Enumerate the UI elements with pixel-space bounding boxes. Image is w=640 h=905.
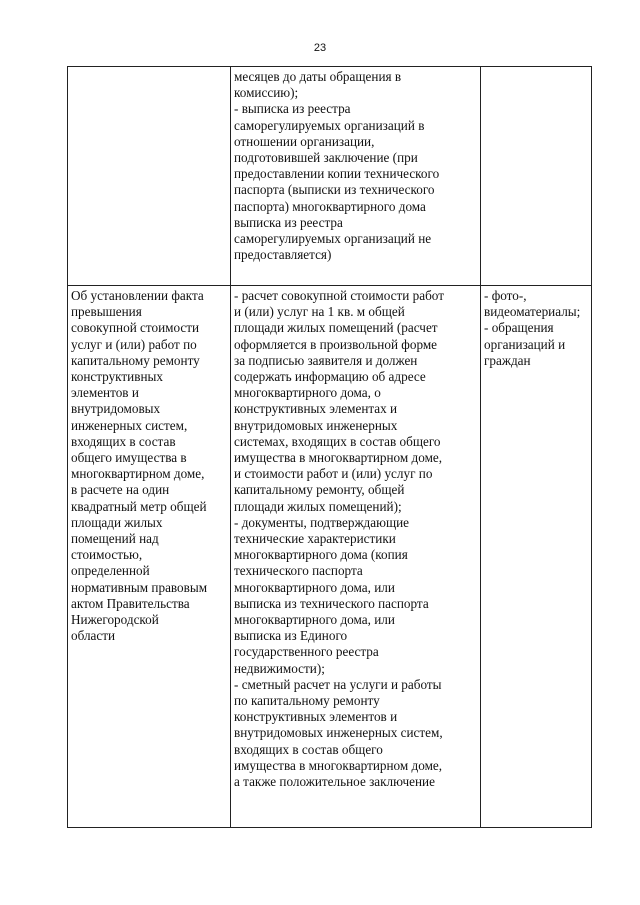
row1-col1-cell [68,67,231,286]
text-line: технического паспорта [234,563,363,579]
text-line: помещений над [71,531,159,547]
text-line: отношении организации, [234,133,375,149]
text-line: многоквартирного дома, или [234,612,395,628]
text-line: саморегулируемых организаций не [234,231,432,247]
row1-col2-cell [231,67,481,286]
text-line: в расчете на один [71,482,170,498]
text-line: саморегулируемых организаций в [234,117,425,133]
text-line: входящих в состав общего [234,741,383,757]
text-line: площади жилых помещений (расчет [234,320,438,336]
text-line: совокупной стоимости [71,320,200,336]
table-row [68,286,592,828]
text-line: системах, входящих в состав общего [234,433,441,449]
text-line: - документы, подтверждающие [234,514,410,530]
text-line: конструктивных [71,369,163,385]
row1-col3-cell [481,67,592,286]
text-line: комиссию); [234,85,299,101]
row2-col3-cell [481,286,592,828]
text-line: входящих в состав [71,433,176,449]
text-line: организаций и [484,336,566,352]
text-line: актом Правительства [71,595,190,611]
text-line: имущества в многоквартирном доме, [234,757,443,773]
text-line: конструктивных элементах и [234,401,398,417]
text-line: площади жилых [71,514,163,530]
text-line: нормативным правовым [71,579,208,595]
text-line: по капитальному ремонту [234,693,380,709]
text-line: а также положительное заключение [234,774,435,790]
text-line: области [71,628,116,644]
text-line: и (или) услуг на 1 кв. м общей [234,304,405,320]
text-line: услуг и (или) работ по [71,336,197,352]
text-line: граждан [484,352,531,368]
text-line: площади жилых помещений); [234,498,402,514]
text-line: недвижимости); [234,660,325,676]
text-line: многоквартирном доме, [71,466,205,482]
text-line: паспорта) многоквартирного дома [234,198,426,214]
text-line: элементов и [71,385,139,401]
row2-col2-cell [231,286,481,828]
text-line: квадратный метр общей [71,498,207,514]
text-line: выписка из реестра [234,214,343,230]
text-line: выписка из технического паспорта [234,595,429,611]
text-line: предоставлении копии технического [234,166,440,182]
text-line: паспорта (выписки из технического [234,182,435,198]
text-line: - сметный расчет на услуги и работы [234,676,442,692]
text-line: определенной [71,563,150,579]
text-line: капитальному ремонту, общей [234,482,405,498]
text-line: за подписью заявителя и должен [234,352,418,368]
text-line: - обращения [484,320,554,336]
text-line: месяцев до даты обращения в [234,69,402,84]
text-line: стоимостью, [71,547,143,563]
text-line: внутридомовых инженерных систем, [234,725,443,741]
text-line: - выписка из реестра [234,101,351,117]
text-line: общего имущества в [71,450,187,466]
text-line: инженерных систем, [71,417,188,433]
text-line: содержать информацию об адресе [234,369,426,385]
text-line: внутридомовых [71,401,161,417]
text-line: превышения [71,304,142,320]
text-line: и стоимости работ и (или) услуг по [234,466,433,482]
text-line: выписка из Единого [234,628,348,644]
text-line: подготовившей заключение (при [234,150,418,166]
text-line: многоквартирного дома, или [234,579,395,595]
row2-col1-cell [68,286,231,828]
text-line: имущества в многоквартирном доме, [234,450,443,466]
text-line: видеоматериалы; [484,304,581,320]
text-line: капитальному ремонту [71,352,200,368]
text-line: Об установлении факта [71,288,204,303]
text-line: - расчет совокупной стоимости работ [234,288,444,303]
text-line: предоставляется) [234,247,332,263]
text-line: Нижегородской [71,612,159,628]
text-line: многоквартирного дома (копия [234,547,408,563]
document-table [67,66,592,828]
text-line: государственного реестра [234,644,379,660]
table-row [68,67,592,286]
text-line: многоквартирного дома, о [234,385,381,401]
page-number: 23 [313,42,327,54]
text-line: оформляется в произвольной форме [234,336,438,352]
text-line: конструктивных элементов и [234,709,398,725]
text-line: внутридомовых инженерных [234,417,398,433]
text-line: технические характеристики [234,531,396,547]
text-line: - фото-, [484,288,527,303]
